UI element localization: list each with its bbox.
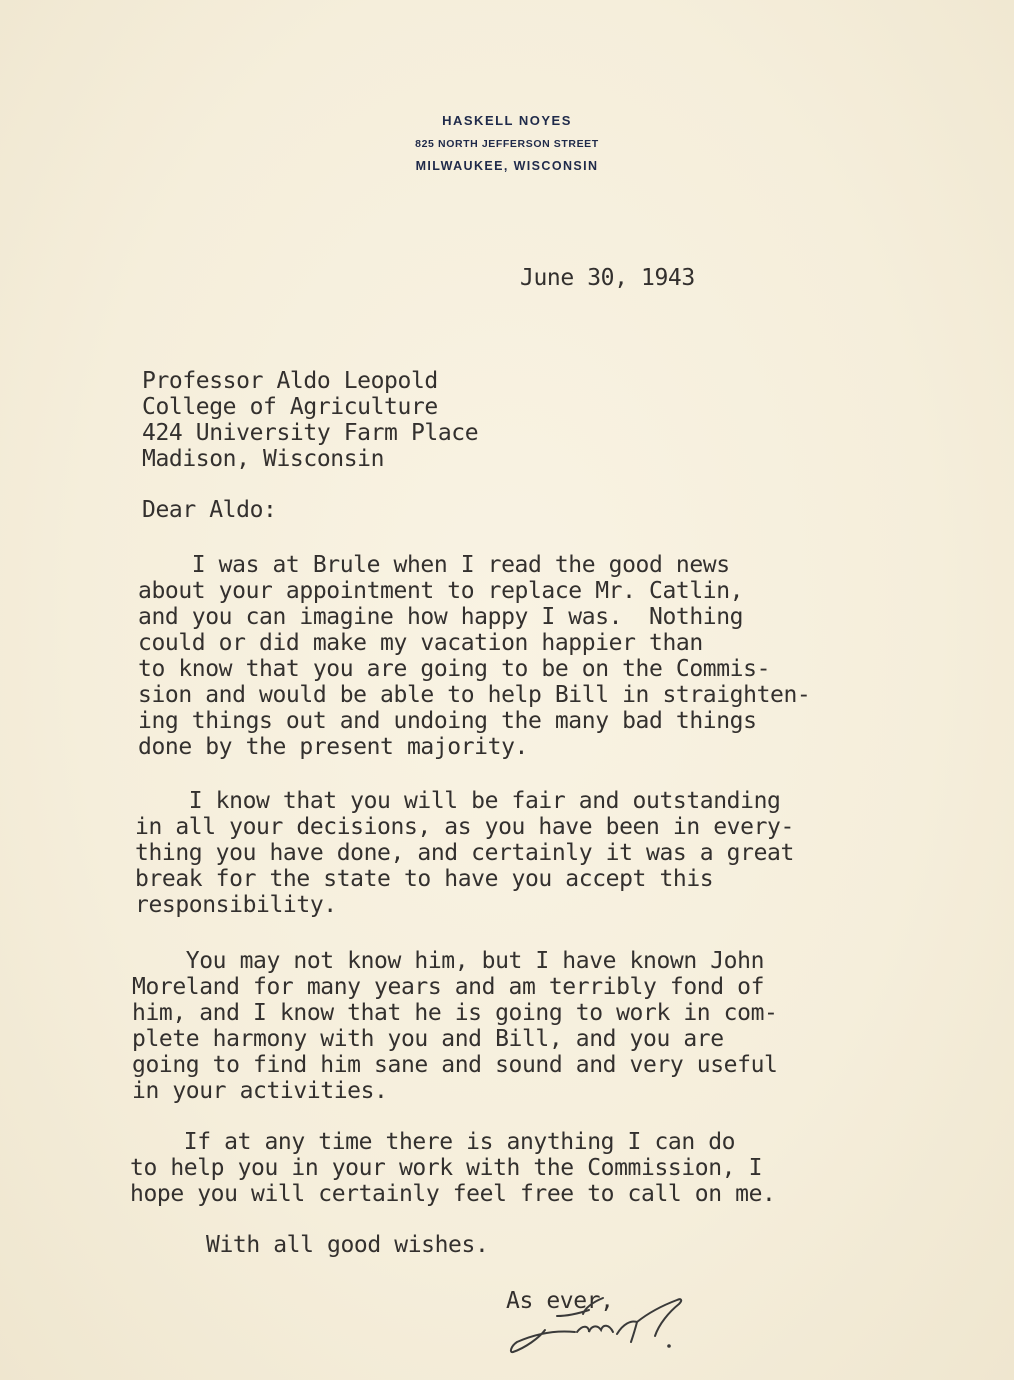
handwritten-signature [505,1280,695,1360]
letter-date: June 30, 1943 [520,265,695,291]
letterhead-name: HASKELL NOYES [442,113,572,128]
complimentary-closing: As ever, [506,1288,614,1314]
body-paragraph-1: I was at Brule when I read the good news about your appointment to replace Mr. Catlin, and you can imagine how happy I was. Nothing could or did make my vacation happier than to know that you are going to be on the Commis- sion and would be able to help Bill in straighten- ing things out and undoing the many bad things done by the present majority. [138,552,811,760]
letterhead-street: 825 NORTH JEFFERSON STREET [415,138,599,150]
salutation: Dear Aldo: [142,497,277,523]
closing-wish: With all good wishes. [206,1232,489,1258]
body-paragraph-2: I know that you will be fair and outstanding in all your decisions, as you have been in every- thing you have done, and certainly it was a great break for the state to have you accept this responsibility. [135,788,794,918]
recipient-address: Professor Aldo Leopold College of Agriculture 424 University Farm Place Madison, Wisconsin [142,368,479,472]
letterhead-city: MILWAUKEE, WISCONSIN [415,159,599,173]
body-paragraph-3: You may not know him, but I have known John Moreland for many years and am terribly fond of him, and I know that he is going to work in com- plete harmony with you and Bill, and you are going to find him sane and sound and very useful in your activities. [132,948,778,1104]
body-paragraph-4: If at any time there is anything I can do to help you in your work with the Commission, I hope you will certainly feel free to call on me. [130,1129,776,1207]
